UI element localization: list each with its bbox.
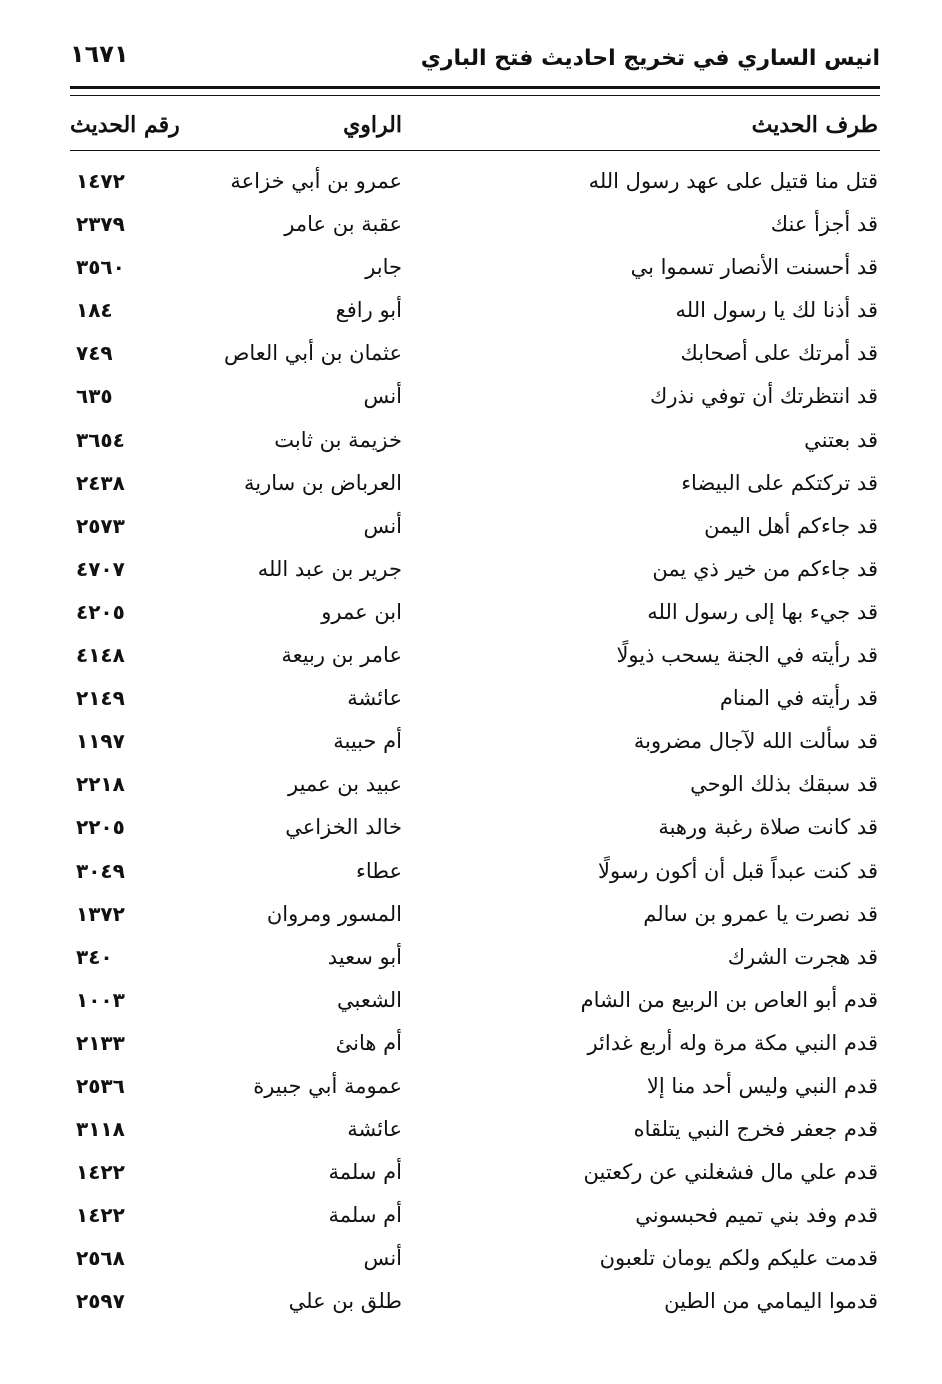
table-row — [0, 763, 942, 806]
hadith-opening-cell: قد رأيته في الجنة يسحب ذيولًا — [616, 643, 878, 668]
hadith-opening-cell: قد بعتني — [804, 427, 878, 452]
narrator-cell: ابن عمرو — [321, 599, 402, 624]
hadith-opening-cell: قدم النبي مكة مرة وله أربع غدائر — [587, 1030, 878, 1055]
hadith-number-cell: ٢٢٠٥ — [76, 815, 125, 840]
table-row — [0, 850, 942, 893]
table-row — [0, 806, 942, 849]
hadith-number-cell: ١٠٠٣ — [76, 987, 125, 1012]
table-row — [0, 160, 942, 203]
narrator-cell: أم سلمة — [328, 1160, 402, 1185]
table-row — [0, 1108, 942, 1151]
narrator-cell: أبو سعيد — [327, 944, 402, 969]
narrator-cell: عائشة — [347, 1117, 402, 1142]
hadith-opening-cell: قد كنت عبداً قبل أن أكون رسولًا — [598, 858, 878, 883]
hadith-opening-cell: قد هجرت الشرك — [727, 944, 878, 969]
page-number: ١٦٧١ — [70, 40, 129, 68]
narrator-cell: الشعبي — [337, 987, 402, 1012]
table-row — [0, 505, 942, 548]
narrator-cell: عمومة أبي جبيرة — [253, 1073, 402, 1098]
table-row — [0, 375, 942, 418]
hadith-number-cell: ١٣٧٢ — [76, 901, 125, 926]
table-row — [0, 246, 942, 289]
column-header-rawi: الراوي — [343, 112, 402, 138]
table-row — [0, 1065, 942, 1108]
narrator-cell: جرير بن عبد الله — [257, 556, 402, 581]
table-row — [0, 419, 942, 462]
hadith-opening-cell: قتل منا قتيل على عهد رسول الله — [588, 169, 878, 193]
hadith-opening-cell: قد أمرتك على أصحابك — [680, 341, 878, 366]
narrator-cell: أنس — [363, 384, 402, 409]
running-head — [70, 36, 880, 78]
hadith-opening-cell: قد سبقك بذلك الوحي — [690, 772, 878, 797]
narrator-cell: أنس — [363, 1246, 402, 1271]
hadith-opening-cell: قدم النبي وليس أحد منا إلا — [646, 1073, 878, 1098]
hadith-number-cell: ١١٩٧ — [76, 729, 125, 754]
narrator-cell: عائشة — [347, 686, 402, 711]
hadith-number-cell: ٦٣٥ — [76, 384, 113, 409]
narrator-cell: عثمان بن أبي العاص — [223, 341, 402, 366]
hadith-number-cell: ٣٦٥٤ — [76, 427, 125, 452]
hadith-number-cell: ٤١٤٨ — [76, 643, 125, 668]
narrator-cell: خزيمة بن ثابت — [274, 427, 402, 452]
narrator-cell: أنس — [363, 513, 402, 538]
narrator-cell: أم هانئ — [335, 1030, 402, 1055]
hadith-number-cell: ٧٤٩ — [76, 341, 113, 366]
narrator-cell: طلق بن علي — [288, 1289, 402, 1314]
hadith-opening-cell: قد جاءكم من خير ذي يمن — [652, 556, 878, 581]
table-row — [0, 548, 942, 591]
hadith-opening-cell: قد جيء بها إلى رسول الله — [647, 599, 878, 624]
hadith-number-cell: ٢٥٣٦ — [76, 1073, 125, 1098]
hadith-number-cell: ١٤٧٢ — [76, 169, 125, 193]
hadith-number-cell: ١٤٢٢ — [76, 1160, 125, 1185]
header-rule-thin — [70, 95, 880, 96]
hadith-opening-cell: قد رأيته في المنام — [719, 686, 878, 711]
hadith-opening-cell: قد أحسنت الأنصار تسموا بي — [630, 255, 878, 280]
hadith-number-cell: ٢٣٧٩ — [76, 212, 125, 237]
table-row — [0, 1280, 942, 1323]
table-row — [0, 332, 942, 375]
hadith-opening-cell: قد انتظرتك أن توفي نذرك — [650, 384, 878, 409]
narrator-cell: خالد الخزاعي — [285, 815, 402, 840]
narrator-cell: عقبة بن عامر — [284, 212, 402, 237]
hadith-number-cell: ٢١٤٩ — [76, 686, 125, 711]
narrator-cell: عامر بن ربيعة — [281, 643, 402, 668]
table-row — [0, 1237, 942, 1280]
hadith-number-cell: ٢٢١٨ — [76, 772, 125, 797]
table-row — [0, 936, 942, 979]
table-row — [0, 893, 942, 936]
narrator-cell: جابر — [365, 255, 402, 280]
hadith-number-cell: ٣١١٨ — [76, 1117, 125, 1142]
hadith-opening-cell: قدم وفد بني تميم فحبسوني — [635, 1203, 878, 1228]
narrator-cell: المسور ومروان — [266, 901, 402, 926]
hadith-number-cell: ٢٥٦٨ — [76, 1246, 125, 1271]
table-row — [0, 979, 942, 1022]
hadith-number-cell: ٢٥٩٧ — [76, 1289, 125, 1314]
table-row — [0, 720, 942, 763]
column-header-rule — [70, 150, 880, 151]
hadith-number-cell: ١٤٢٢ — [76, 1203, 125, 1228]
column-header-raqm: رقم الحديث — [70, 112, 180, 138]
narrator-cell: أم سلمة — [328, 1203, 402, 1228]
book-title: انيس الساري في تخريج احاديث فتح الباري — [420, 46, 880, 71]
hadith-opening-cell: قدمت عليكم ولكم يومان تلعبون — [599, 1246, 878, 1271]
table-row — [0, 289, 942, 332]
table-row — [0, 1022, 942, 1065]
narrator-cell: أبو رافع — [335, 298, 402, 323]
hadith-opening-cell: قد سألت الله لآجال مضروبة — [633, 729, 878, 754]
hadith-number-cell: ١٨٤ — [76, 298, 113, 323]
table-row — [0, 462, 942, 505]
hadith-number-cell: ٢١٣٣ — [76, 1030, 125, 1055]
table-row — [0, 677, 942, 720]
hadith-opening-cell: قد جاءكم أهل اليمن — [704, 513, 878, 538]
hadith-opening-cell: قدم أبو العاص بن الربيع من الشام — [580, 987, 878, 1012]
hadith-opening-cell: قد أجزأ عنك — [770, 212, 878, 237]
table-row — [0, 1194, 942, 1237]
hadith-opening-cell: قد كانت صلاة رغبة ورهبة — [658, 815, 878, 840]
table-row — [0, 1151, 942, 1194]
narrator-cell: العرباض بن سارية — [243, 470, 402, 495]
hadith-opening-cell: قدم جعفر فخرج النبي يتلقاه — [633, 1117, 878, 1142]
hadith-number-cell: ٣٠٤٩ — [76, 858, 125, 883]
header-rule-thick — [70, 86, 880, 89]
table-row — [0, 634, 942, 677]
hadith-number-cell: ٢٥٧٣ — [76, 513, 125, 538]
hadith-number-cell: ٤٧٠٧ — [76, 556, 125, 581]
hadith-opening-cell: قد أذنا لك يا رسول الله — [675, 298, 878, 323]
hadith-opening-cell: قد تركتكم على البيضاء — [681, 470, 878, 495]
hadith-number-cell: ٣٤٠ — [76, 944, 113, 969]
hadith-number-cell: ٣٥٦٠ — [76, 255, 125, 280]
hadith-number-cell: ٤٢٠٥ — [76, 599, 125, 624]
hadith-opening-cell: قدموا اليمامي من الطين — [664, 1289, 878, 1314]
narrator-cell: عطاء — [355, 858, 402, 883]
table-row — [0, 591, 942, 634]
hadith-index-table — [0, 160, 942, 1324]
narrator-cell: أم حبيبة — [333, 729, 402, 754]
column-header-tarf: طرف الحديث — [751, 112, 878, 138]
narrator-cell: عبيد بن عمير — [287, 772, 402, 797]
hadith-opening-cell: قدم علي مال فشغلني عن ركعتين — [583, 1160, 878, 1185]
table-row — [0, 203, 942, 246]
hadith-number-cell: ٢٤٣٨ — [76, 470, 125, 495]
narrator-cell: عمرو بن أبي خزاعة — [230, 169, 402, 193]
hadith-opening-cell: قد نصرت يا عمرو بن سالم — [643, 901, 878, 926]
